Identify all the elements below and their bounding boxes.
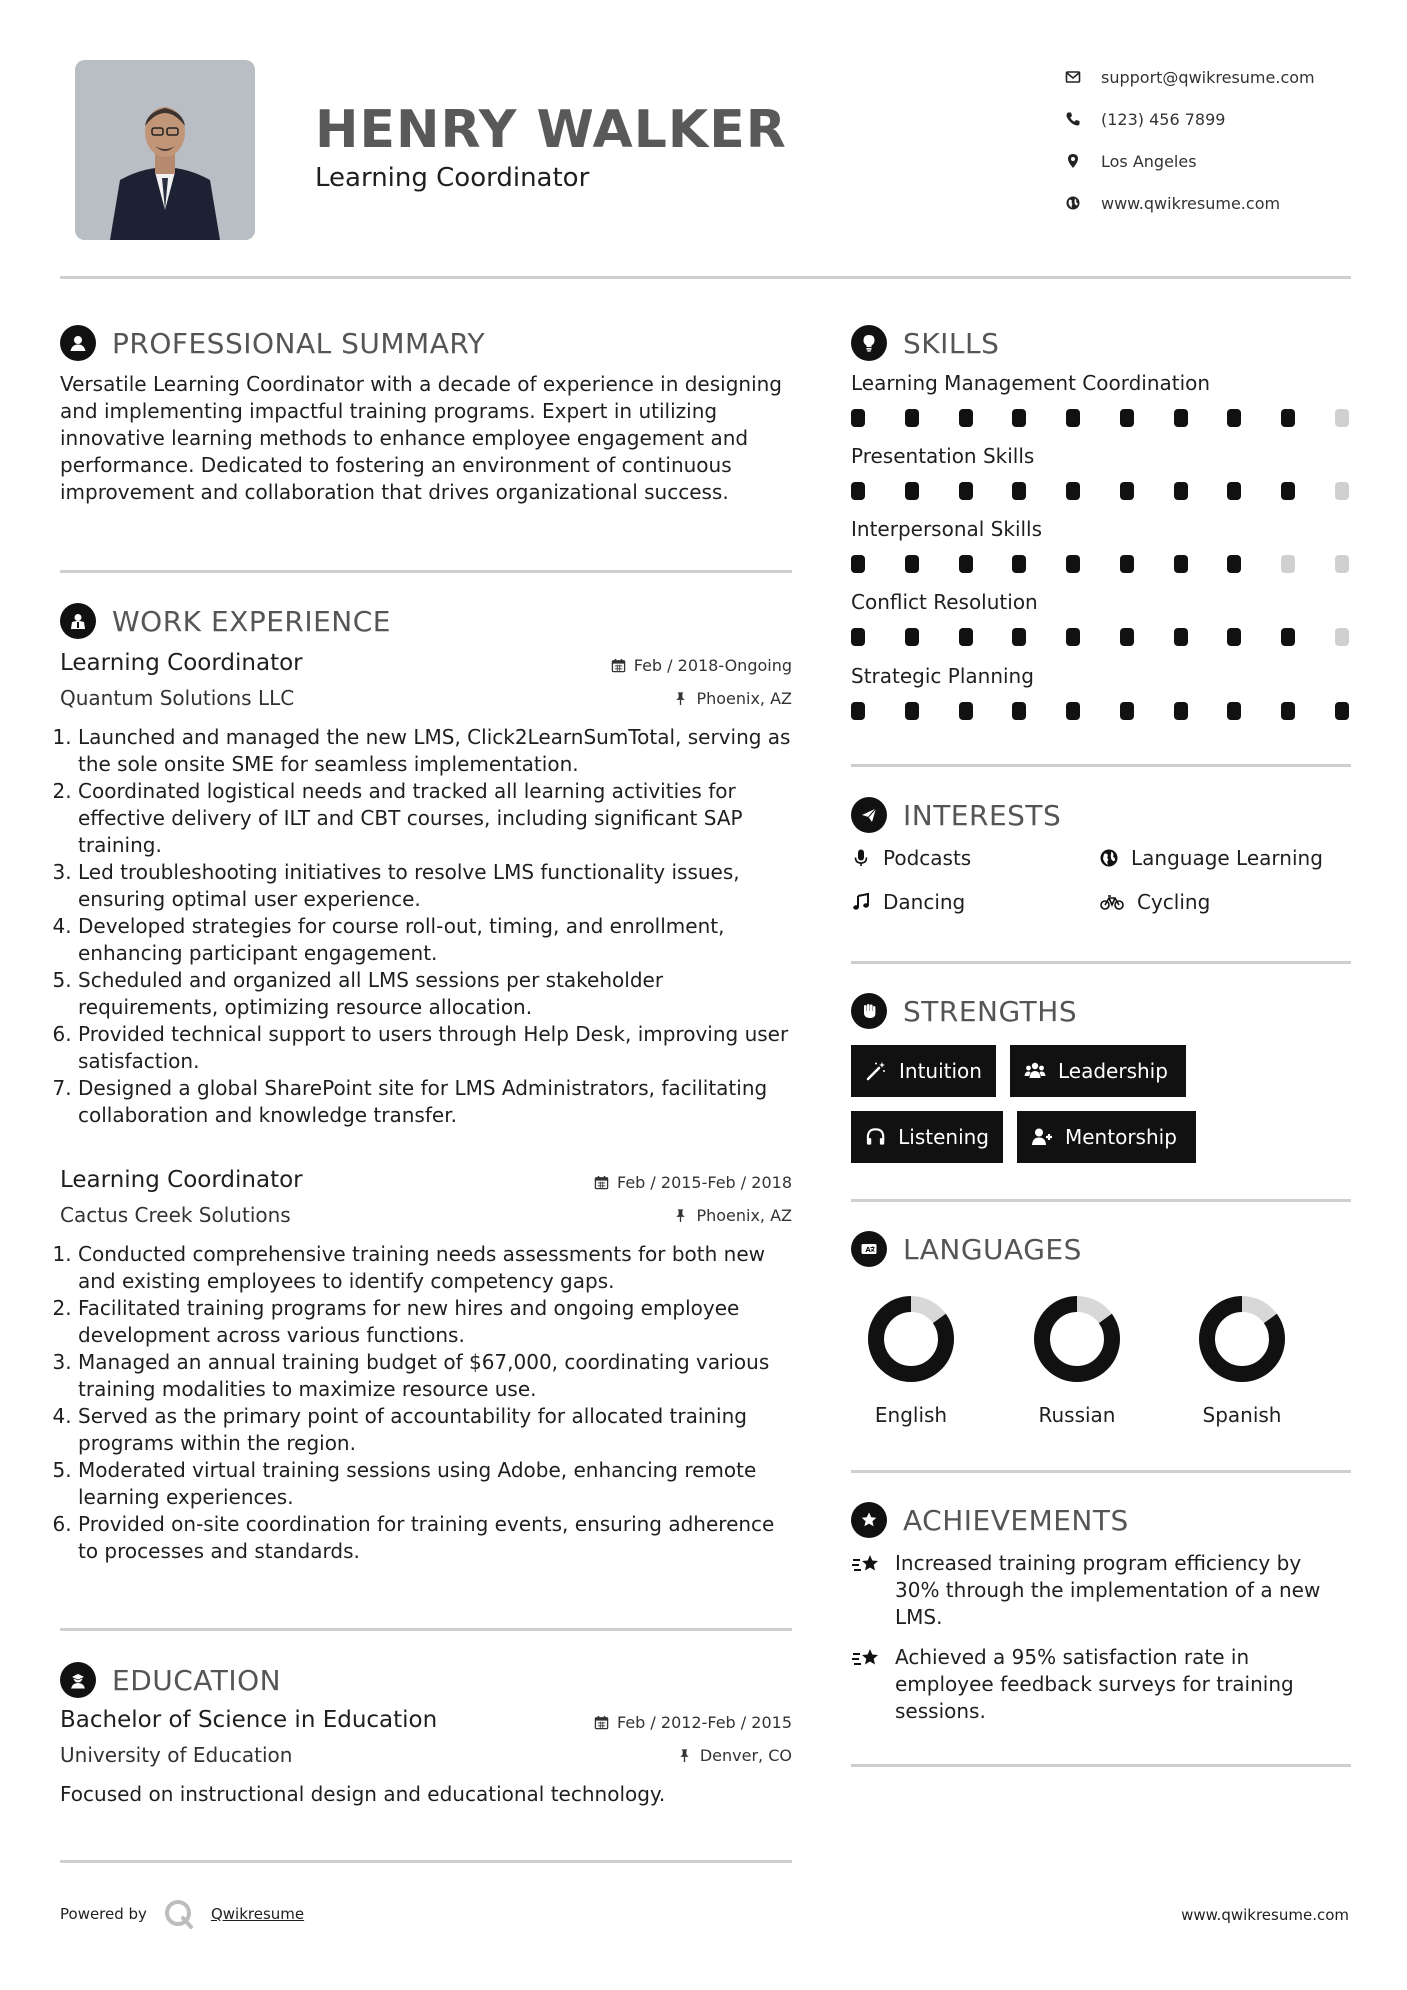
skill-dot — [1012, 555, 1026, 573]
interests-title: INTERESTS — [903, 798, 1062, 832]
header-divider — [60, 276, 1351, 279]
skill-rating — [851, 555, 1349, 573]
job-entry-2 — [60, 1167, 792, 1565]
interest-label: Dancing — [883, 890, 966, 914]
achievement-text: Increased training program efficiency by 30% through the implementation of a new LMS. — [895, 1551, 1321, 1629]
skill-dot — [1174, 409, 1188, 427]
list-item: 5. Scheduled and organized all LMS sessions per stakeholder requirements, optimizing resource allocation. — [78, 967, 792, 1021]
headphones-icon — [865, 1126, 886, 1148]
skill-dot — [1174, 702, 1188, 720]
briefcase-icon — [60, 603, 96, 639]
job-location-text: Phoenix, AZ — [696, 1206, 792, 1225]
skill-dot — [959, 482, 973, 500]
skill-rating — [851, 702, 1349, 720]
skills-title: SKILLS — [903, 326, 1000, 360]
skill-dot — [905, 555, 919, 573]
skill-row — [851, 590, 1351, 646]
language-english — [841, 1293, 981, 1427]
work-heading — [60, 603, 391, 639]
education-entry — [60, 1707, 792, 1808]
education-divider — [60, 1860, 792, 1863]
pushpin-icon — [677, 1748, 692, 1763]
strength-label: Leadership — [1058, 1059, 1168, 1083]
skill-row — [851, 517, 1351, 573]
strength-chip-leadership — [1010, 1045, 1186, 1097]
languages-divider — [851, 1470, 1351, 1473]
profile-photo-illustration — [75, 60, 255, 240]
strength-chip-intuition — [851, 1045, 996, 1097]
education-location — [677, 1746, 792, 1765]
shooting-star-icon — [851, 1552, 881, 1578]
raised-fist-icon — [851, 993, 887, 1029]
education-heading — [60, 1662, 281, 1698]
skill-dot — [1227, 409, 1241, 427]
job-role: Learning Coordinator — [60, 650, 303, 676]
skill-dot — [905, 409, 919, 427]
skill-dot — [1335, 409, 1349, 427]
skill-dot — [851, 482, 865, 500]
microphone-icon — [851, 848, 871, 868]
skill-dot — [1174, 628, 1188, 646]
list-item: 6. Provided on-site coordination for training events, ensuring adherence to processes and standards. — [78, 1511, 792, 1565]
skill-dot — [1120, 702, 1134, 720]
skill-dot — [851, 555, 865, 573]
contact-phone[interactable] — [1063, 98, 1315, 140]
skill-name: Conflict Resolution — [851, 590, 1038, 614]
list-item: 5. Moderated virtual training sessions using Adobe, enhancing remote learning experiences. — [78, 1457, 792, 1511]
graduate-icon — [60, 1662, 96, 1698]
list-item: 7. Designed a global SharePoint site for LMS Administrators, facilitating collaboration and knowledge transfer. — [78, 1075, 792, 1129]
contact-phone-text: (123) 456 7899 — [1101, 109, 1226, 129]
skill-dot — [1281, 409, 1295, 427]
star-badge-icon — [851, 1502, 887, 1538]
interest-dancing — [851, 890, 965, 914]
interest-podcasts — [851, 846, 971, 870]
skill-rating — [851, 409, 1349, 427]
skill-dot — [851, 409, 865, 427]
achievements-divider — [851, 1764, 1351, 1767]
profile-photo — [75, 60, 255, 240]
skill-dot — [851, 628, 865, 646]
skill-dot — [1174, 482, 1188, 500]
skill-dot — [905, 482, 919, 500]
skill-name: Strategic Planning — [851, 664, 1034, 688]
pushpin-icon — [673, 1208, 688, 1223]
language-name: Spanish — [1202, 1403, 1282, 1427]
qwikresume-logo-icon — [163, 1898, 195, 1930]
interests-heading — [851, 797, 1061, 833]
contact-website-text: www.qwikresume.com — [1101, 193, 1281, 213]
list-item: 1. Launched and managed the new LMS, Click2LearnSumTotal, serving as the sole onsite SME for seamless implementation. — [78, 724, 792, 778]
magic-wand-icon — [865, 1060, 887, 1082]
contact-website[interactable] — [1063, 182, 1315, 224]
candidate-name: HENRY WALKER — [315, 100, 787, 160]
pushpin-icon — [673, 691, 688, 706]
strengths-divider — [851, 1199, 1351, 1202]
skill-dot — [1066, 482, 1080, 500]
job-location — [673, 689, 792, 708]
bicycle-icon — [1099, 892, 1125, 912]
candidate-title: Learning Coordinator — [315, 163, 590, 193]
list-item: 6. Provided technical support to users through Help Desk, improving user satisfaction. — [78, 1021, 792, 1075]
interests-divider — [851, 961, 1351, 964]
skill-dot — [959, 409, 973, 427]
skills-divider — [851, 764, 1351, 767]
skill-dot — [1120, 409, 1134, 427]
language-proficiency-ring — [1196, 1293, 1288, 1385]
interest-cycling — [1099, 890, 1210, 914]
calendar-icon — [594, 1175, 609, 1190]
skill-dot — [1066, 409, 1080, 427]
skill-dot — [1066, 702, 1080, 720]
list-item: 2. Facilitated training programs for new hires and ongoing employee development across various functions. — [78, 1295, 792, 1349]
strength-chip-listening — [851, 1111, 1003, 1163]
globe-icon — [1099, 848, 1119, 868]
skill-dot — [1335, 702, 1349, 720]
achievement-item — [851, 1550, 1351, 1631]
summary-text: Versatile Learning Coordinator with a decade of experience in designing and implementing impactful training programs. Expert in utilizing innovative learning methods to enhance employee engagement and performance. Dedicated to fostering an environment of continuous improvement and collaboration that drives organizational success. — [60, 372, 783, 504]
skill-dot — [1281, 482, 1295, 500]
education-description: Focused on instructional design and educational technology. — [60, 1782, 666, 1806]
skill-row — [851, 664, 1351, 720]
list-item: 2. Coordinated logistical needs and tracked all learning activities for effective delivery of ILT and CBT courses, including significant SAP training. — [78, 778, 792, 859]
skill-dot — [851, 702, 865, 720]
contact-email-text: support@qwikresume.com — [1101, 67, 1315, 87]
skills-heading — [851, 325, 999, 361]
achievements-heading — [851, 1502, 1129, 1538]
skill-dot — [1335, 628, 1349, 646]
work-title: WORK EXPERIENCE — [112, 604, 391, 638]
calendar-icon — [611, 658, 626, 673]
skill-dot — [1120, 482, 1134, 500]
job-duties — [60, 724, 792, 1129]
list-item: 1. Conducted comprehensive training needs assessments for both new and existing employees to identify competency gaps. — [78, 1241, 792, 1295]
skill-dot — [1227, 702, 1241, 720]
footer-website[interactable]: www.qwikresume.com — [1181, 1906, 1349, 1924]
skill-dot — [1066, 555, 1080, 573]
list-item: 4. Developed strategies for course roll-out, timing, and enrollment, enhancing participant engagement. — [78, 913, 792, 967]
job-company: Quantum Solutions LLC — [60, 686, 295, 710]
summary-divider — [60, 570, 792, 573]
contact-email[interactable] — [1063, 56, 1315, 98]
skill-dot — [1281, 702, 1295, 720]
skill-dot — [1227, 628, 1241, 646]
skill-row — [851, 371, 1351, 427]
contact-location-text: Los Angeles — [1101, 151, 1197, 171]
achievement-item — [851, 1644, 1351, 1725]
skill-name: Learning Management Coordination — [851, 371, 1211, 395]
job-entry-1 — [60, 650, 792, 1129]
skill-dot — [1227, 482, 1241, 500]
interest-label: Podcasts — [883, 846, 972, 870]
summary-title: PROFESSIONAL SUMMARY — [112, 326, 486, 360]
skill-dot — [1012, 409, 1026, 427]
job-dates — [594, 1173, 792, 1192]
strengths-heading — [851, 993, 1077, 1029]
map-pin-icon — [1063, 151, 1083, 171]
education-location-text: Denver, CO — [699, 1746, 792, 1765]
language-proficiency-ring — [1031, 1293, 1123, 1385]
users-icon — [1024, 1060, 1046, 1082]
skill-dot — [1281, 628, 1295, 646]
skill-dot — [905, 702, 919, 720]
skill-name: Presentation Skills — [851, 444, 1035, 468]
skill-dot — [959, 555, 973, 573]
languages-title: LANGUAGES — [903, 1232, 1082, 1266]
strength-label: Listening — [898, 1125, 989, 1149]
strength-chip-mentorship — [1017, 1111, 1196, 1163]
skill-dot — [1281, 555, 1295, 573]
paper-plane-icon — [851, 797, 887, 833]
language-spanish — [1172, 1293, 1312, 1427]
interest-language-learning — [1099, 846, 1323, 870]
work-divider — [60, 1628, 792, 1631]
skill-name: Interpersonal Skills — [851, 517, 1043, 541]
strengths-title: STRENGTHS — [903, 994, 1078, 1028]
education-dates-text: Feb / 2012-Feb / 2015 — [617, 1713, 792, 1732]
skill-dot — [1012, 702, 1026, 720]
language-name: English — [874, 1403, 948, 1427]
phone-icon — [1063, 109, 1083, 129]
powered-by-label: Powered by — [60, 1905, 147, 1923]
skill-rating — [851, 628, 1349, 646]
languages-heading — [851, 1231, 1082, 1267]
shooting-star-icon — [851, 1646, 881, 1672]
skill-dot — [1174, 555, 1188, 573]
skill-dot — [1335, 555, 1349, 573]
list-item: 4. Served as the primary point of accountability for allocated training programs within the region. — [78, 1403, 792, 1457]
summary-heading — [60, 325, 485, 361]
language-icon — [851, 1231, 887, 1267]
school: University of Education — [60, 1743, 293, 1767]
contact-location — [1063, 140, 1315, 182]
list-item: 3. Led troubleshooting initiatives to resolve LMS functionality issues, ensuring optimal user experience. — [78, 859, 792, 913]
job-role: Learning Coordinator — [60, 1167, 303, 1193]
strength-label: Mentorship — [1065, 1125, 1177, 1149]
globe-icon — [1063, 193, 1083, 213]
language-name: Russian — [1038, 1403, 1116, 1427]
user-plus-icon — [1031, 1126, 1053, 1148]
job-duties — [60, 1241, 792, 1565]
interest-label: Cycling — [1137, 890, 1211, 914]
skill-dot — [1120, 628, 1134, 646]
job-location-text: Phoenix, AZ — [696, 689, 792, 708]
skill-dot — [905, 628, 919, 646]
svg-text:A: A — [865, 1246, 871, 1254]
user-circle-icon — [60, 325, 96, 361]
skill-dot — [1335, 482, 1349, 500]
job-company: Cactus Creek Solutions — [60, 1203, 291, 1227]
job-dates — [611, 656, 792, 675]
skill-rating — [851, 482, 1349, 500]
calendar-icon — [594, 1715, 609, 1730]
language-proficiency-ring — [865, 1293, 957, 1385]
footer-powered-by — [60, 1898, 304, 1930]
interest-label: Language Learning — [1131, 846, 1323, 870]
skill-dot — [959, 702, 973, 720]
skill-dot — [1012, 482, 1026, 500]
skill-row — [851, 444, 1351, 500]
strength-label: Intuition — [899, 1059, 982, 1083]
job-dates-text: Feb / 2015-Feb / 2018 — [617, 1173, 792, 1192]
education-dates — [594, 1713, 792, 1732]
qwikresume-link[interactable]: Qwikresume — [210, 1905, 305, 1923]
skill-dot — [1227, 555, 1241, 573]
degree: Bachelor of Science in Education — [60, 1707, 438, 1733]
skill-dot — [959, 628, 973, 646]
list-item: 3. Managed an annual training budget of $67,000, coordinating various training modalities to maximize resource use. — [78, 1349, 792, 1403]
skill-dot — [1012, 628, 1026, 646]
music-note-icon — [851, 892, 871, 912]
lightbulb-icon — [851, 325, 887, 361]
skill-dot — [1066, 628, 1080, 646]
education-title: EDUCATION — [112, 1663, 282, 1697]
contact-list — [1063, 56, 1315, 224]
achievements-title: ACHIEVEMENTS — [903, 1503, 1129, 1537]
job-location — [673, 1206, 792, 1225]
job-dates-text: Feb / 2018-Ongoing — [633, 656, 792, 675]
achievement-text: Achieved a 95% satisfaction rate in employee feedback surveys for training sessions. — [895, 1645, 1294, 1723]
envelope-icon — [1063, 67, 1083, 87]
language-russian — [1007, 1293, 1147, 1427]
skill-dot — [1120, 555, 1134, 573]
